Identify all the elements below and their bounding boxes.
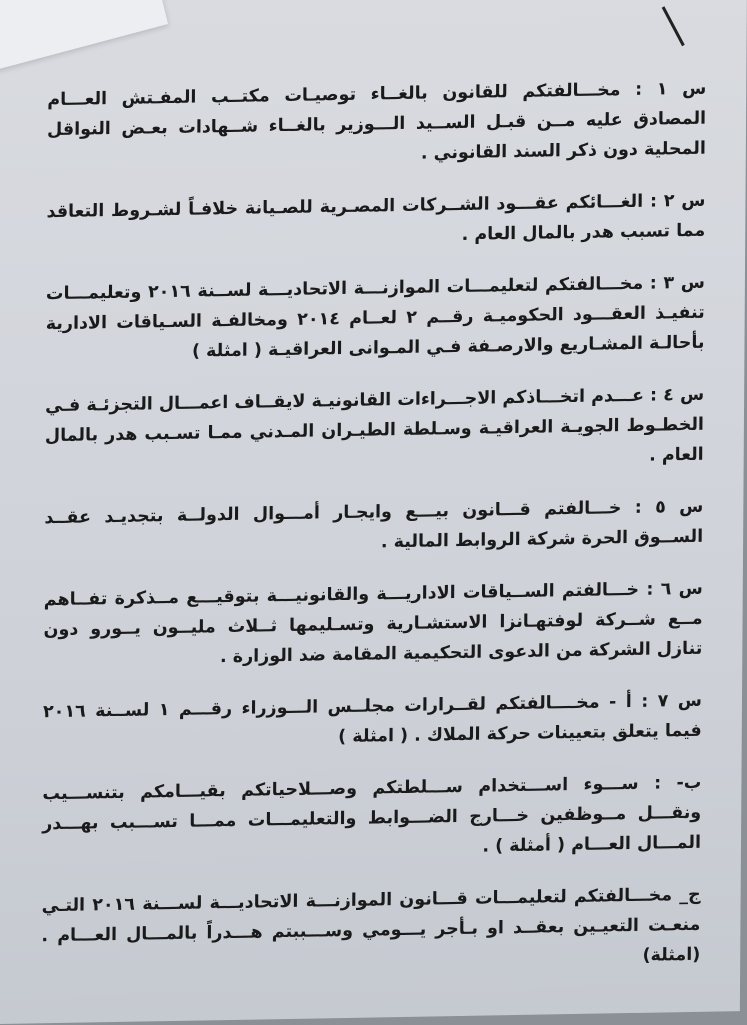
question-7a: س ٧ : أ - مخــــالفتكم لقــرارات مجلــس الـــوزراء رقـــم ١ لســنة ٢٠١٦ فيما يتعلق بتعيينات حركة الملاك . ( امثلة ): [42, 690, 703, 748]
questions-list: [41, 74, 706, 1000]
folded-paper-corner: [0, 0, 168, 71]
question-5: س ٥ : خـــالفتم قـــانون بيـــع وايجـار أمـــوال الدولــة بتجديـد عقــد الســوق الحرة شركة الروابط المالية .: [44, 496, 704, 553]
question-3: س ٣ : مخـــالفتكم لتعليمـــات الموازنـــة الاتحاديـــة لســنة ٢٠١٦ وتعليمـــات تنفيـذ العقـــود الحكوميـة رقــم ٢ لعــام ٢٠١٤ ومخالفـة السـياقات الادارية بأحالـة المشـاريع والارصـفة فـي المـوانى العراقيـة ( امثلة ): [45, 272, 705, 362]
question-2: س ٢ : الغـــائكم عقـــود الشــركات المصـرية للصـيانة خلافـاً لشـروط التعاقد مما تسبب هدر بالمال العام .: [46, 190, 706, 245]
question-1: س ١ : مخـــالفتكم للقانون بالغــاء توصيـات مكتــب المفـتش العـــام المصادق عليه مــن قبـل الســيد الـــوزير بالغــاء شــهادات بعـض النواقل المحلية دون ذكر السند القانوني .: [47, 78, 707, 164]
pen-stroke-mark: [662, 6, 685, 46]
question-7b: ب- : ســـوء اســـتخدام ســـلطتكم وصـــلاحياتكم بقيـــامكم بتنســـيب ونقـــل مــوظفين خـــارج الضـــوابط والتعليمـــات ممـــا تســـبب بهـــدر المـــال العـــام ( أمثلة ) .: [42, 772, 702, 857]
question-4: س ٤ : عـــدم اتخـــاذكم الاجـــراءات القانونيـة لايقــاف اعمـــال التجزئـة فـي الخطـوط الجويـة العراقيـة وسـلطة الطيـران المـدني ممـا تسـبب هدر بالمال العام .: [44, 384, 705, 466]
question-6: س ٦ : خـــالفتم الســياقات الاداريـــة والقانونيـــة بتوقيـــع مــذكرة تفــاهم مــع شــركة لوفتهـانزا الاستشـارية وتسـليمها ثــلاث مليــون يــورو دون تنازل الشركة من الدعوى التحكيمية المقامة ضد الوزارة .: [43, 578, 703, 668]
question-7c: ج_ مخـــالفتكم لتعليمـــات قـــانون الموازنـــة الاتحاديـــة لســـنة ٢٠١٦ التـي منعـت التعيـين بعقــد او بـأجر يـــومي وســـببتم هـــدراً بالمـــال العـــام . (امثلة): [41, 884, 701, 966]
